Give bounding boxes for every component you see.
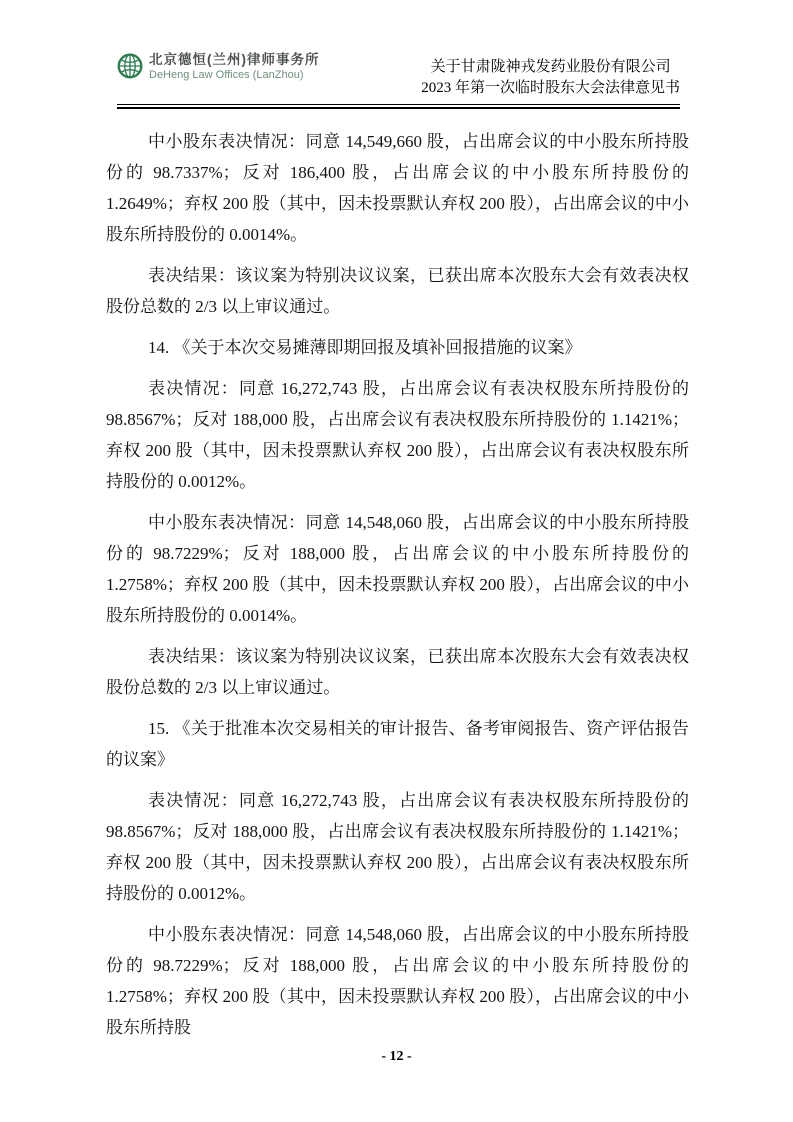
header-divider	[117, 104, 680, 109]
law-firm-name-en: DeHeng Law Offices (LanZhou)	[149, 69, 304, 81]
law-firm-brand	[117, 52, 320, 82]
paragraph-item15-vote: 表决情况：同意 16,272,743 股，占出席会议有表决权股东所持股份的 98.8567%；反对 188,000 股，占出席会议有表决权股东所持股份的 1.1421%；弃权 200 股（其中，因未投票默认弃权 200 股），占出席会议有表决权股东所持股份的 0.0012%。	[106, 791, 689, 903]
document-body	[106, 126, 689, 1043]
document-header-title	[421, 57, 680, 99]
page-footer	[0, 1049, 793, 1065]
paragraph-item15-minor-shareholder-vote: 中小股东表决情况：同意 14,548,060 股，占出席会议的中小股东所持股份的 98.7229%；反对 188,000 股，占出席会议的中小股东所持股份的 1.2758%；弃权 200 股（其中，因未投票默认弃权 200 股），占出席会议的中小股东所持股	[106, 925, 689, 1037]
header-title-line1: 关于甘肃陇神戎发药业股份有限公司	[430, 59, 671, 75]
heading-proposal-14: 14. 《关于本次交易摊薄即期回报及填补回报措施的议案》	[148, 338, 582, 357]
header-title-line2: 2023 年第一次临时股东大会法律意见书	[421, 80, 680, 96]
paragraph-item13-minor-shareholder-vote: 中小股东表决情况：同意 14,549,660 股，占出席会议的中小股东所持股份的 98.7337%；反对 186,400 股，占出席会议的中小股东所持股份的 1.2649%；弃权 200 股（其中，因未投票默认弃权 200 股），占出席会议的中小股东所持股份的 0.0014%。	[106, 132, 689, 244]
law-firm-name-cn: 北京德恒(兰州)律师事务所	[149, 52, 320, 67]
deheng-globe-logo-icon	[117, 53, 143, 79]
paragraph-item14-vote-result: 表决结果：该议案为特别决议议案，已获出席本次股东大会有效表决权股份总数的 2/3 以上审议通过。	[106, 647, 689, 697]
paragraph-item14-vote: 表决情况：同意 16,272,743 股，占出席会议有表决权股东所持股份的 98.8567%；反对 188,000 股，占出席会议有表决权股东所持股份的 1.1421%；弃权 200 股（其中，因未投票默认弃权 200 股），占出席会议有表决权股东所持股份的 0.0012%。	[106, 379, 689, 491]
paragraph-item13-vote-result: 表决结果：该议案为特别决议议案，已获出席本次股东大会有效表决权股份总数的 2/3 以上审议通过。	[106, 266, 689, 316]
page-header	[117, 52, 680, 99]
page-number: - 12 -	[381, 1049, 412, 1064]
law-firm-name-block	[149, 52, 320, 82]
heading-proposal-15: 15. 《关于批准本次交易相关的审计报告、备考审阅报告、资产评估报告的议案》	[106, 719, 689, 769]
paragraph-item14-minor-shareholder-vote: 中小股东表决情况：同意 14,548,060 股，占出席会议的中小股东所持股份的 98.7229%；反对 188,000 股，占出席会议的中小股东所持股份的 1.2758%；弃权 200 股（其中，因未投票默认弃权 200 股），占出席会议的中小股东所持股份的 0.0014%。	[106, 513, 689, 625]
